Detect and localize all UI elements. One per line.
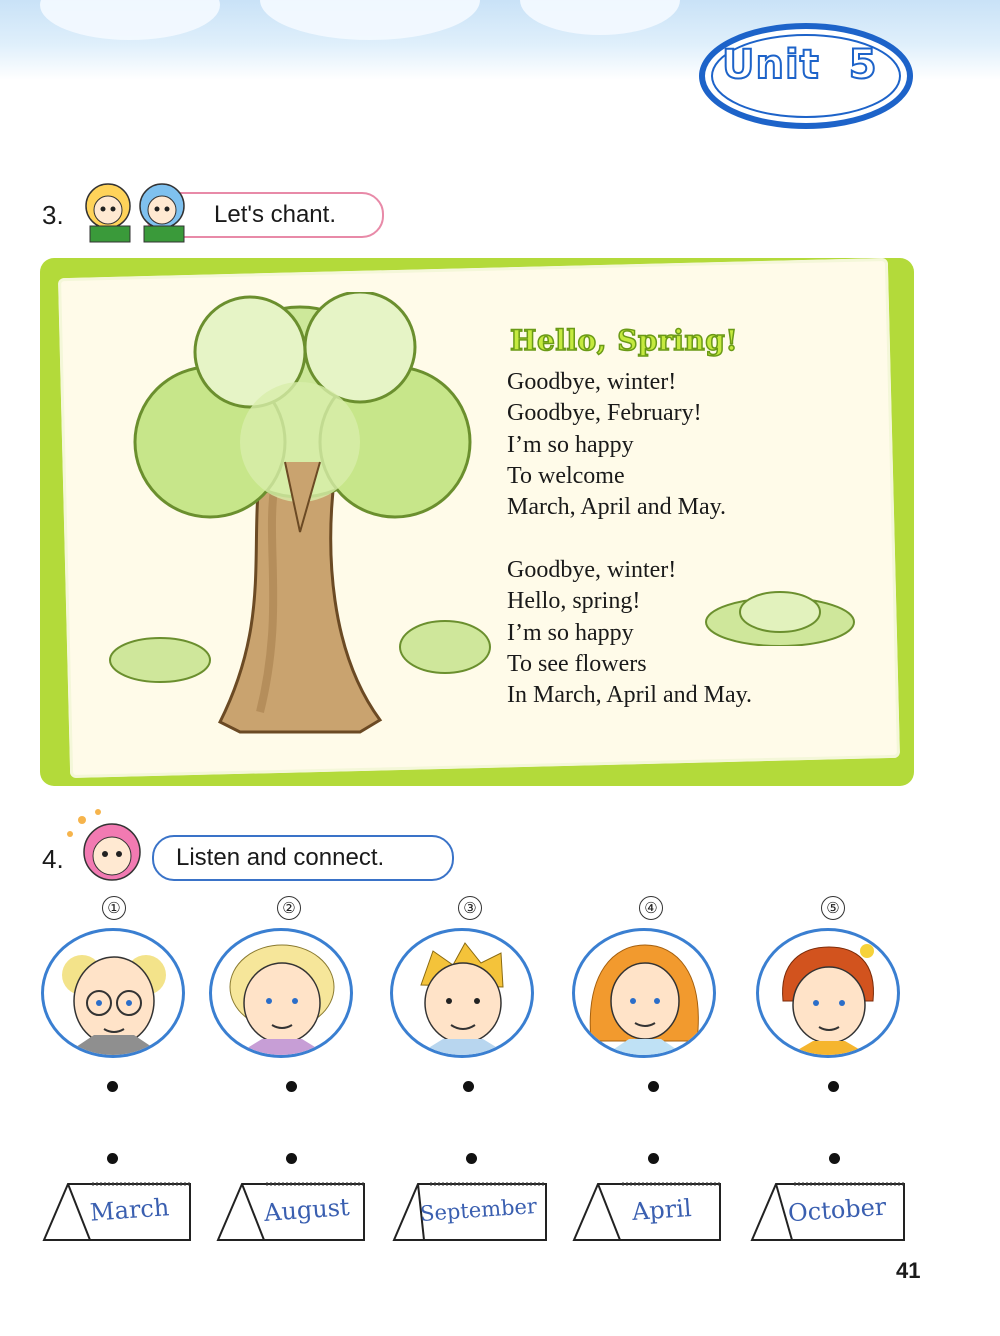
- connect-dot-month-4[interactable]: [648, 1153, 659, 1164]
- month-label-september: September: [419, 1193, 538, 1227]
- connect-dot-month-3[interactable]: [466, 1153, 477, 1164]
- girl-ponytail-face: [759, 931, 897, 1055]
- unit-number: 5: [848, 42, 878, 88]
- month-label-august: August: [263, 1193, 351, 1227]
- chant-line: To welcome: [507, 462, 625, 489]
- chant-line: Goodbye, winter!: [507, 557, 677, 583]
- chant-line: I’m so happy: [507, 619, 634, 646]
- section-4-instruction-pill: [152, 835, 454, 881]
- month-label-april: April: [631, 1193, 693, 1227]
- marker-1: ①: [102, 896, 126, 920]
- unit-title: [722, 42, 878, 88]
- month-label-march: March: [89, 1193, 171, 1227]
- chant-stanza-1: [507, 367, 726, 523]
- connect-dot-month-1[interactable]: [107, 1153, 118, 1164]
- person-boy: [390, 928, 534, 1058]
- section-4-instruction: Listen and connect.: [176, 844, 385, 871]
- kids-reading-icon: [74, 176, 214, 246]
- section-3-instruction: Let's chant.: [214, 201, 336, 228]
- person-grandpa: [41, 928, 185, 1058]
- marker-4: ④: [639, 896, 663, 920]
- person-girl-long-hair: [572, 928, 716, 1058]
- grandpa-face: [44, 931, 182, 1055]
- connect-dot-month-2[interactable]: [286, 1153, 297, 1164]
- marker-3: ③: [458, 896, 482, 920]
- person-grandma: [209, 928, 353, 1058]
- connect-dot-person-3[interactable]: [463, 1081, 474, 1092]
- chant-line: I’m so happy: [507, 431, 634, 458]
- grandma-face: [212, 931, 350, 1055]
- girl-long-hair-face: [575, 931, 713, 1055]
- chant-title: Hello, Spring!: [510, 324, 739, 357]
- chant-line: Goodbye, winter!: [507, 369, 677, 395]
- marker-2: ②: [277, 896, 301, 920]
- chant-line: March, April and May.: [507, 494, 727, 521]
- chant-line: To see flowers: [507, 650, 647, 677]
- unit-label: Unit: [722, 42, 820, 88]
- boy-face: [393, 931, 531, 1055]
- page-number: 41: [896, 1258, 921, 1283]
- connect-dot-month-5[interactable]: [829, 1153, 840, 1164]
- chant-stanza-2: [507, 555, 752, 711]
- tree-illustration: [100, 292, 500, 762]
- chant-line: In March, April and May.: [507, 682, 753, 709]
- marker-5: ⑤: [821, 896, 845, 920]
- section-3-number: 3.: [42, 200, 64, 230]
- connect-dot-person-1[interactable]: [107, 1081, 118, 1092]
- chant-line: Goodbye, February!: [507, 400, 702, 427]
- connect-dot-person-4[interactable]: [648, 1081, 659, 1092]
- connect-dot-person-2[interactable]: [286, 1081, 297, 1092]
- connect-dot-person-5[interactable]: [828, 1081, 839, 1092]
- person-girl-ponytail: [756, 928, 900, 1058]
- month-label-october: October: [787, 1192, 888, 1228]
- chant-line: Hello, spring!: [507, 588, 641, 615]
- section-4-number: 4.: [42, 844, 64, 874]
- girl-mascot-icon: [62, 804, 172, 884]
